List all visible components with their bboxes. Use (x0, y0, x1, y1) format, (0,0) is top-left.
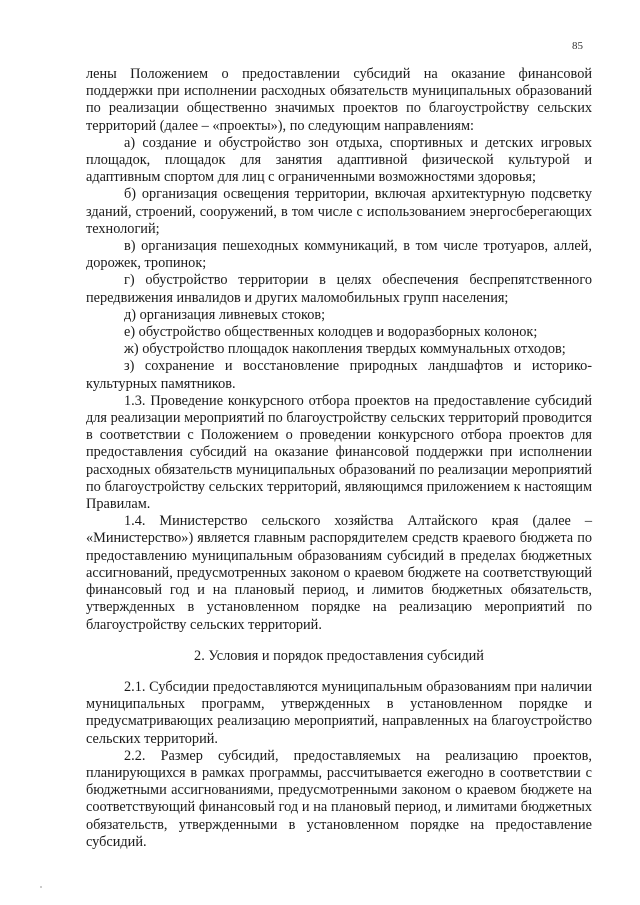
clause-1-4: 1.4. Министерство сельского хозяйства Алтайского края (далее – «Министерство») является главным распорядителем средств краевого бюджета по предоставлению муниципальным образованиям субсидий в пределах бюджетных ассигнований, предусмотренных законом о краевом бюджете на соответствующий финансовый год и на плановый период, и лимитов бюджетных обязательств, утвержденных в установленном порядке на реализацию мероприятий по благоустройству сельских территорий. (86, 513, 592, 633)
section-2-title: 2. Условия и порядок предоставления субсидий (194, 647, 484, 664)
list-item-z: з) сохранение и восстановление природных ландшафтов и историко-культурных памятников. (86, 358, 592, 392)
clause-2-1: 2.1. Субсидии предоставляются муниципальным образованиям при наличии муниципальных программ, утвержденных в установленном порядке и предусматривающих реализацию мероприятий, направленных на благоустройство сельских территорий. (86, 678, 592, 747)
clause-1-3: 1.3. Проведение конкурсного отбора проектов на предоставление субсидий для реализации мероприятий по благоустройству сельских территорий проводится в соответствии с Положением о проведении конкурсного отбора проектов для предоставления субсидий на оказание финансовой поддержки при исполнении расходных обязательств муниципальных образований по реализации мероприятий по благоустройству сельских территорий, являющимся приложением к настоящим Правилам. (86, 392, 592, 513)
list-item-b: б) организация освещения территории, включая архитектурную подсветку зданий, строений, сооружений, в том числе с использованием энергосберегающих технологий; (86, 186, 592, 237)
list-item-g: г) обустройство территории в целях обеспечения беспрепятственного передвижения инвалидов и других маломобильных групп населения; (86, 272, 592, 306)
list-item-d: д) организация ливневых стоков; (124, 306, 326, 323)
document-body (86, 66, 592, 851)
scan-speck (40, 886, 42, 888)
list-item-a: а) создание и обустройство зон отдыха, спортивных и детских игровых площадок, площадок для занятия адаптивной физической культурой и адаптивным спортом для лиц с ограниченными возможностями здоровья; (86, 134, 592, 186)
list-item-zh: ж) обустройство площадок накопления твердых коммунальных отходов; (124, 341, 566, 358)
list-item-e: е) обустройство общественных колодцев и водоразборных колонок; (124, 324, 538, 341)
clause-2-2: 2.2. Размер субсидий, предоставляемых на реализацию проектов, планирующихся в рамках программы, рассчитывается ежегодно в соответствии с бюджетными ассигнованиями, предусмотренными законом о краевом бюджете на соответствующий финансовый год и на плановый период, и лимитами бюджетных обязательств, утвержденными в установленном порядке на предоставление субсидий. (86, 747, 592, 850)
page-number: 85 (572, 40, 583, 52)
list-item-v: в) организация пешеходных коммуникаций, в том числе тротуаров, аллей, дорожек, тропинок; (86, 238, 592, 272)
paragraph-intro: лены Положением о предоставлении субсидий на оказание финансовой поддержки при исполнении расходных обязательств муниципальных образований по реализации общественно значимых проектов по благоустройству сельских территорий (далее – «проекты»), по следующим направлениям: (86, 66, 592, 134)
